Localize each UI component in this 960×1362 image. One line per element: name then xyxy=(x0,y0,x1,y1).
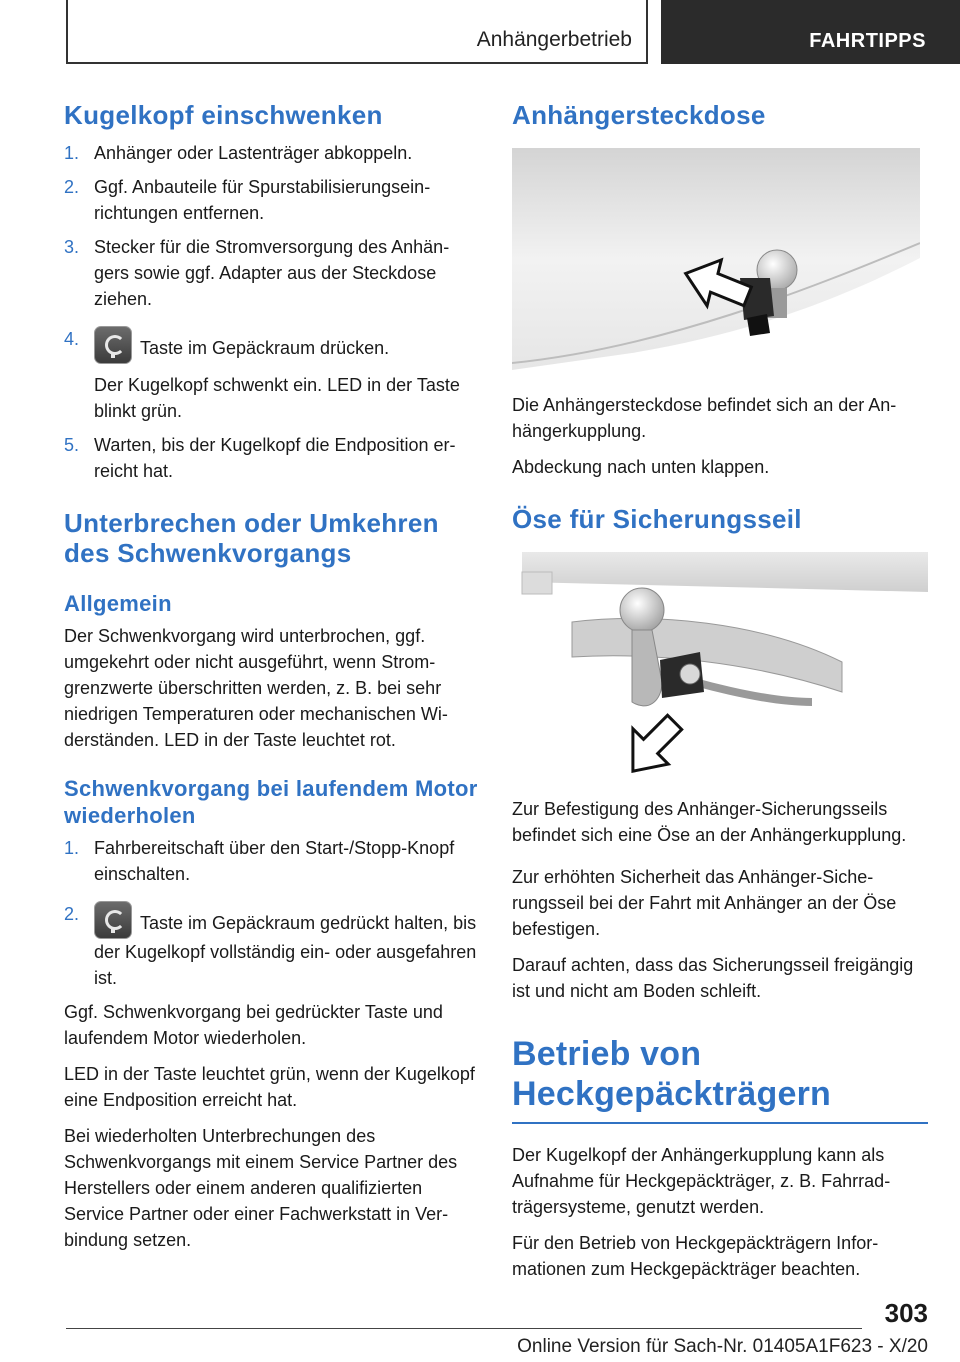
list-item xyxy=(64,140,478,166)
left-column xyxy=(64,100,478,1263)
chapter-title-heckgepaecktraeger: Betrieb von Heckgepäckträgern xyxy=(512,1034,928,1124)
step-number: 3. xyxy=(64,237,80,257)
right-column xyxy=(512,100,928,1292)
step-number: 4. xyxy=(64,329,80,349)
paragraph-oese-location: Zur Befestigung des Anhänger-Sicherungsseils befindet sich eine Öse an der Anhängerkupplung. xyxy=(512,799,907,845)
header-section-title: Anhängerbetrieb xyxy=(476,28,632,51)
step-number: 1. xyxy=(64,838,80,858)
step-text: Fahrbereitschaft über den Start-/Stopp-Knopf einschalten. xyxy=(94,838,455,884)
list-item xyxy=(64,174,478,226)
list-item xyxy=(64,835,478,887)
section-title-anhaengersteckdose: Anhängersteckdose xyxy=(512,100,766,130)
step-text: Taste im Gepäckraum gedrückt halten, bis der Kugelkopf vollständig ein- oder ausgefahren ist. xyxy=(94,913,477,988)
section-title-unterbrechen: Unterbrechen oder Umkehren des Schwenkvorgangs xyxy=(64,508,439,568)
paragraph-led: LED in der Taste leuchtet grün, wenn der Kugelkopf eine Endposition erreicht hat. xyxy=(64,1064,475,1110)
step-text: Stecker für die Stromversorgung des Anhängers sowie ggf. Adapter aus der Steckdose ziehen. xyxy=(94,237,450,309)
step-number: 2. xyxy=(64,904,80,924)
page-number: 303 xyxy=(884,1298,928,1328)
footer-version-text: Online Version für Sach-Nr. 01405A1F623 - X/20 xyxy=(517,1336,928,1357)
paragraph-abdeckung: Abdeckung nach unten klappen. xyxy=(512,457,770,477)
header-chapter-tab xyxy=(661,0,960,64)
subsection-title-allgemein: Allgemein xyxy=(64,591,172,616)
step-number: 2. xyxy=(64,177,80,197)
trunk-button-icon xyxy=(94,901,132,939)
list-item xyxy=(64,234,478,312)
paragraph-repeat: Ggf. Schwenkvorgang bei gedrückter Taste und laufendem Motor wiederholen. xyxy=(64,1002,443,1048)
step-text: Anhänger oder Lastenträger abkoppeln. xyxy=(94,143,413,163)
paragraph-hinweise: Für den Betrieb von Heckgepäckträgern Informationen zum Heckgepäckträger beachten. xyxy=(512,1233,879,1279)
step-text: Ggf. Anbauteile für Spurstabilisierungseinrichtungen entfernen. xyxy=(94,177,431,223)
steps-wiederholen xyxy=(64,835,478,991)
step-subtext: Der Kugelkopf schwenkt ein. LED in der Taste blinkt grün. xyxy=(94,375,460,421)
paragraph-service: Bei wiederholten Unterbrechungen des Schwenkvorgangs mit einem Service Partner des Herstellers oder einem anderen qualifizierten Service Partner oder einer Fachwerkstatt in Verbindung setzen. xyxy=(64,1126,458,1250)
safety-eyelet-photo xyxy=(512,552,928,774)
paragraph-steckdose-location: Die Anhängersteckdose befindet sich an der Anhängerkupplung. xyxy=(512,395,897,441)
step-number: 1. xyxy=(64,143,80,163)
steps-einschwenken xyxy=(64,140,478,484)
paragraph-sicherheit: Zur erhöhten Sicherheit das Anhänger-Sicherungsseil bei der Fahrt mit Anhänger an der Öse befestigen. xyxy=(512,867,897,939)
trunk-button-icon xyxy=(94,326,132,364)
header-chapter-label: FAHRTIPPS xyxy=(809,30,926,52)
list-item xyxy=(64,432,478,484)
header-section-box xyxy=(66,0,648,64)
section-title-oese: Öse für Sicherungsseil xyxy=(512,504,802,534)
subsection-title-wiederholen: Schwenkvorgang bei laufendem Motor wiederholen xyxy=(64,776,478,828)
paragraph-allgemein: Der Schwenkvorgang wird unterbrochen, ggf. umgekehrt oder nicht ausgeführt, wenn Stromgrenzwerte überschritten werden, z. B. bei sehr niedrigen Temperaturen oder mechanischen Widerständen. LED in der Taste leuchtet rot. xyxy=(64,626,448,750)
trailer-socket-photo xyxy=(512,148,920,370)
step-number: 5. xyxy=(64,435,80,455)
step-text: Warten, bis der Kugelkopf die Endposition erreicht hat. xyxy=(94,435,456,481)
paragraph-freigaengig: Darauf achten, dass das Sicherungsseil freigängig ist und nicht am Boden schleift. xyxy=(512,955,914,1001)
section-title-kugelkopf-einschwenken: Kugelkopf einschwenken xyxy=(64,100,383,130)
paragraph-kugelkopf-aufnahme: Der Kugelkopf der Anhängerkupplung kann als Aufnahme für Heckgepäckträger, z. B. Fahrradträgersysteme, genutzt werden. xyxy=(512,1145,891,1217)
footer-divider xyxy=(66,1328,862,1329)
list-item xyxy=(64,326,478,424)
list-item xyxy=(64,901,478,991)
step-text: Taste im Gepäckraum drücken. xyxy=(140,338,390,358)
